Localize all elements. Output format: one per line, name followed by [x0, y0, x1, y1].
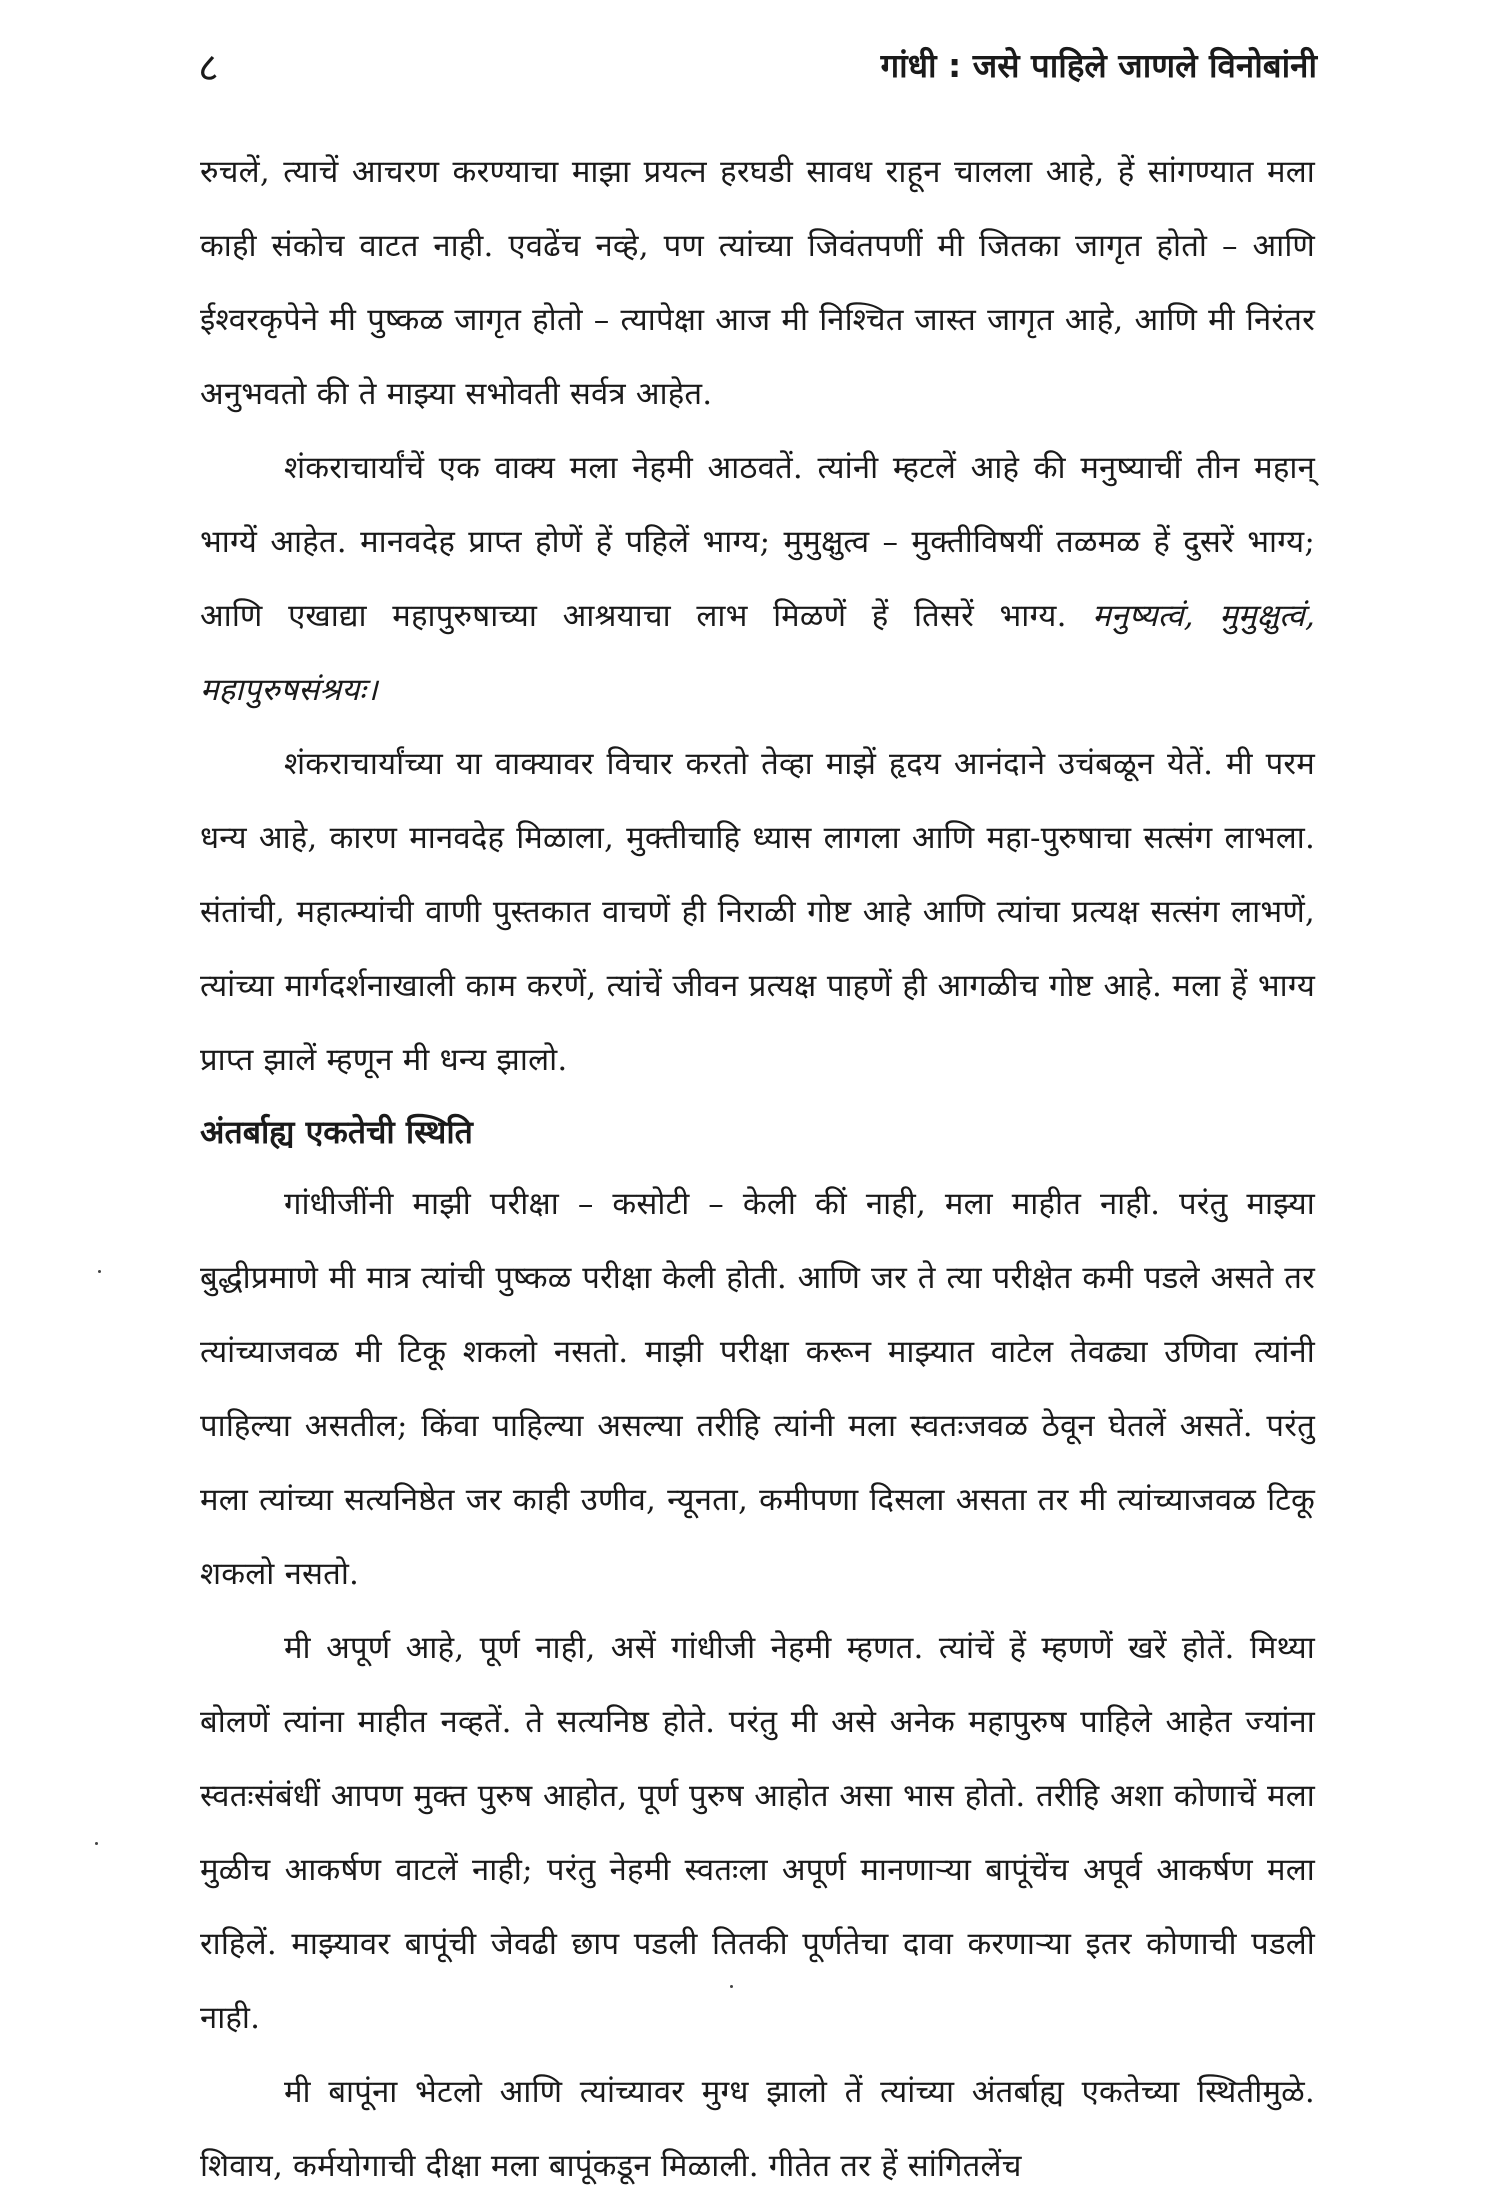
scan-speck: [730, 1985, 733, 1988]
scan-speck: [95, 1842, 98, 1845]
scan-speck: [98, 1270, 101, 1273]
page-header: [190, 38, 1317, 108]
page-number: ८: [198, 45, 219, 91]
paragraph-examination: गांधीजींनी माझी परीक्षा – कसोटी – केली कीं नाही, मला माहीत नाही. परंतु माझ्या बुद्धीप्रमाणे मी मात्र त्यांची पुष्कळ परीक्षा केली होती. आणि जर ते त्या परीक्षेत कमी पडले असते तर त्यांच्याजवळ मी टिकू शकलो नसतो. माझी परीक्षा करून माझ्यात वाटेल तेवढ्या उणिवा त्यांनी पाहिल्या असतील; किंवा पाहिल्या असल्या तरीहि त्यांनी मला स्वतःजवळ ठेवून घेतलें असतें. परंतु मला त्यांच्या सत्यनिष्ठेत जर काही उणीव, न्यूनता, कमीपणा दिसला असता तर मी त्यांच्याजवळ टिकू शकलो नसतो.: [200, 1186, 1315, 1592]
paragraph-continued: रुचलें, त्याचें आचरण करण्याचा माझा प्रयत्न हरघडी सावध राहून चालला आहे, हें सांगण्यात मला काही संकोच वाटत नाही. एवढेंच नव्हे, पण त्यांच्या जिवंतपणीं मी जितका जागृत होतो – आणि ईश्वरकृपेने मी पुष्कळ जागृत होतो – त्यापेक्षा आज मी निश्चित जास्त जागृत आहे, आणि मी निरंतर अनुभवतो की ते माझ्या सभोवती सर्वत्र आहेत.: [200, 154, 1315, 412]
paragraph-imperfection: मी अपूर्ण आहे, पूर्ण नाही, असें गांधीजी नेहमी म्हणत. त्यांचें हें म्हणणें खरें होतें. मिथ्या बोलणें त्यांना माहीत नव्हतें. ते सत्यनिष्ठ होते. परंतु मी असे अनेक महापुरुष पाहिले आहेत ज्यांना स्वतःसंबंधीं आपण मुक्त पुरुष आहोत, पूर्ण पुरुष आहोत असा भास होतो. तरीहि अशा कोणाचें मला मुळीच आकर्षण वाटलें नाही; परंतु नेहमी स्वतःला अपूर्ण मानणाऱ्या बापूंचेंच अपूर्व आकर्षण मला राहिलें. माझ्यावर बापूंची जेवढी छाप पडली तितकी पूर्णतेचा दावा करणाऱ्या इतर कोणाची पडली नाही.: [200, 1630, 1315, 2036]
page-body: [200, 135, 1315, 2203]
paragraph-karmayoga: मी बापूंना भेटलो आणि त्यांच्यावर मुग्ध झालो तें त्यांच्या अंतर्बाह्य एकतेच्या स्थितीमुळे. शिवाय, कर्मयोगाची दीक्षा मला बापूंकडून मिळाली. गीतेत तर हें सांगितलेंच: [200, 2074, 1315, 2184]
running-title: गांधी : जसे पाहिले जाणले विनोबांनी: [880, 46, 1317, 85]
paragraph-shankaracharya-quote: [200, 431, 1315, 727]
paragraph-reflection: शंकराचार्यांच्या या वाक्यावर विचार करतो तेव्हा माझें हृदय आनंदाने उचंबळून येतें. मी परम धन्य आहे, कारण मानवदेह मिळाला, मुक्तीचाहि ध्यास लागला आणि महा-पुरुषाचा सत्संग लाभला. संतांची, महात्म्यांची वाणी पुस्तकात वाचणें ही निराळी गोष्ट आहे आणि त्यांचा प्रत्यक्ष सत्संग लाभणें, त्यांच्या मार्गदर्शनाखाली काम करणें, त्यांचें जीवन प्रत्यक्ष पाहणें ही आगळीच गोष्ट आहे. मला हें भाग्य प्राप्त झालें म्हणून मी धन्य झालो.: [200, 746, 1315, 1078]
section-heading: अंतर्बाह्य एकतेची स्थिति: [200, 1113, 473, 1151]
sanskrit-verse: मनुष्यत्वं, मुमुक्षुत्वं, महापुरुषसंश्रयः।: [200, 598, 1316, 708]
paragraph-text: शंकराचार्यांचें एक वाक्य मला नेहमी आठवतें. त्यांनी म्हटलें आहे की मनुष्याचीं तीन महान् भाग्यें आहेत. मानवदेह प्राप्त होणें हें पहिलें भाग्य; मुमुक्षुत्व – मुक्तीविषयीं तळमळ हें दुसरें भाग्य; आणि एखाद्या महापुरुषाच्या आश्रयाचा लाभ मिळणें हें तिसरें भाग्य.: [200, 450, 1315, 634]
